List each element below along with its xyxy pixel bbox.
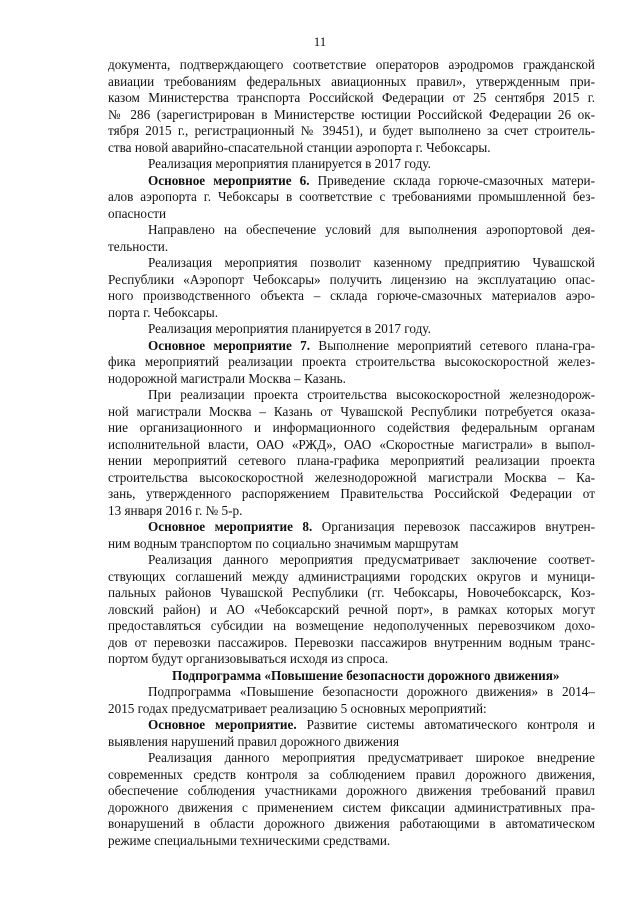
- text-line: [108, 354, 595, 370]
- line-text: вонарушений в области дорожного движения работающими в автоматическом: [108, 816, 595, 831]
- text-line: [108, 206, 595, 222]
- line-text: Реализация данного мероприятия предусматривает широкое внедрение: [148, 750, 595, 765]
- text-line: [108, 420, 595, 436]
- text-line: [108, 569, 595, 585]
- line-text: ним водным транспортом по социально значимым маршрутам: [108, 535, 459, 551]
- text-line: [108, 783, 595, 799]
- line-text: нодорожной магистрали Москва – Казань.: [108, 370, 346, 386]
- line-text: Республики «Аэропорт Чебоксары» получить лицензию на эксплуатацию опас-: [108, 271, 595, 287]
- line-text: предоставляться субсидии на возмещение недополученных перевозчиком дохо-: [108, 618, 595, 633]
- line-text: ствующих соглашений между администрациями городских округов и муници-: [108, 568, 595, 584]
- line-text: Реализация мероприятия планируется в 2017 году.: [148, 156, 431, 171]
- line-text: строительства высокоскоростной железнодорожной магистрали Москва – Ка-: [108, 469, 595, 485]
- text-line: [108, 272, 595, 288]
- line-text: Реализация данного мероприятия предусматривает заключение соответ-: [148, 552, 595, 567]
- text-line: [108, 800, 595, 816]
- text-line: [108, 734, 595, 750]
- line-text: современных средств контроля за соблюдением правил дорожного движения,: [108, 766, 595, 782]
- text-line: [108, 437, 595, 453]
- text-line: [148, 338, 595, 354]
- line-text: Направлено на обеспечение условий для выполнения аэропортовой дея-: [148, 222, 595, 237]
- text-line: [108, 288, 595, 304]
- text-line: [108, 635, 595, 651]
- text-line: [108, 651, 595, 667]
- text-line: [148, 519, 595, 535]
- text-line: [108, 90, 595, 106]
- text-line: [148, 387, 595, 403]
- bold-lead-in: Основное мероприятие 7.: [148, 337, 311, 353]
- line-text: исполнительной власти, ОАО «РЖД», ОАО «Скоростные магистрали» в выпол-: [108, 436, 595, 452]
- text-line: [108, 536, 595, 552]
- line-text: Организация перевозок пассажиров внутрен-: [312, 519, 595, 534]
- line-text: документа, подтверждающего соответствие операторов аэродромов гражданской: [108, 57, 595, 72]
- line-text: обеспечение соблюдения участниками дорожного движения требований правил: [108, 783, 595, 798]
- line-text: Подпрограмма «Повышение безопасности дорожного движения» в 2014–: [148, 684, 595, 699]
- line-text: казом Министерства транспорта Российской Федерации от 25 сентября 2015 г.: [108, 90, 595, 105]
- text-line: [108, 453, 595, 469]
- text-line: [148, 173, 595, 189]
- line-text: Реализация мероприятия позволит казенному предприятию Чувашской: [148, 255, 595, 270]
- text-line: [108, 486, 595, 502]
- text-line: [108, 767, 595, 783]
- line-text: дов от перевозки пассажиров. Перевозки пассажиров внутренним водным транс-: [108, 634, 595, 650]
- text-line: [108, 618, 595, 634]
- text-line: [108, 74, 595, 90]
- text-line: [148, 321, 595, 337]
- line-text: пальных районов Чувашской Республики (гг. Чебоксары, Новочебоксарск, Коз-: [108, 585, 595, 600]
- text-line: [108, 404, 595, 420]
- line-text: фика мероприятий реализации проекта строительства высокоскоростной желез-: [108, 354, 595, 369]
- text-line: [148, 255, 595, 271]
- text-line: [108, 123, 595, 139]
- line-text: 13 января 2016 г. № 5-р.: [108, 502, 243, 518]
- text-line: [108, 585, 595, 601]
- text-line: [108, 305, 595, 321]
- line-text: выявления нарушений правил дорожного движения: [108, 733, 400, 749]
- bold-lead-in: Основное мероприятие 8.: [148, 519, 313, 534]
- text-line: [108, 107, 595, 123]
- line-text: № 286 (зарегистрирован в Министерстве юстиции Российской Федерации 26 ок-: [108, 106, 595, 122]
- line-text: дорожного движения с применением систем фиксации административных пра-: [108, 799, 595, 815]
- bold-lead-in: Подпрограмма «Повышение безопасности дорожного движения»: [172, 667, 560, 683]
- line-text: портом будут организовываться исходя из спроса.: [108, 651, 389, 666]
- bold-lead-in: Основное мероприятие 6.: [148, 172, 310, 188]
- line-text: тября 2015 г., регистрационный № 39451), и будет выполнено за счет строитель-: [108, 123, 595, 138]
- line-text: ловский район) и АО «Чебоксарский речной порт», в рамках которых могут: [108, 601, 595, 617]
- text-line: [108, 602, 595, 618]
- line-text: режиме специальными техническими средствами.: [108, 832, 391, 848]
- line-text: ства новой аварийно-спасательной станции аэропорта г. Чебоксары.: [108, 139, 491, 155]
- text-line: [148, 717, 595, 733]
- text-line: [148, 750, 595, 766]
- text-line: [108, 833, 595, 849]
- text-line: [148, 222, 595, 238]
- line-text: алов аэропорта г. Чебоксары в соответствие с требованиями промышленной без-: [108, 189, 595, 204]
- text-line: [148, 156, 595, 172]
- text-line: [108, 189, 595, 205]
- text-line: [108, 371, 595, 387]
- bold-lead-in: Основное мероприятие.: [148, 717, 297, 732]
- text-line: [108, 470, 595, 486]
- line-text: нении мероприятий сетевого плана-графика мероприятий реализации проекта: [108, 453, 595, 468]
- line-text: ного производственного объекта – склада горюче-смазочных материалов аэро-: [108, 288, 595, 303]
- text-line: [148, 684, 595, 700]
- text-line: [108, 701, 595, 717]
- line-text: зань, утвержденного распоряжением Правительства Российской Федерации от: [108, 486, 595, 501]
- line-text: 2015 годах предусматривает реализацию 5 основных мероприятий:: [108, 700, 487, 716]
- line-text: порта г. Чебоксары.: [108, 304, 219, 320]
- page-number: 11: [313, 34, 327, 49]
- text-line: [108, 503, 595, 519]
- text-line: [108, 239, 595, 255]
- line-text: опасности: [108, 205, 167, 221]
- line-text: Приведение склада горюче-смазочных матери-: [309, 172, 595, 188]
- line-text: Выполнение мероприятий сетевого плана-гра-: [310, 337, 595, 353]
- section-heading: [172, 668, 595, 684]
- text-line: [108, 816, 595, 832]
- line-text: ние организационного и информационного содействия федеральным органам: [108, 420, 595, 435]
- line-text: ной магистрали Москва – Казань от Чувашской Республики потребуется оказа-: [108, 403, 595, 419]
- line-text: При реализации проекта строительства высокоскоростной железнодорож-: [148, 387, 595, 402]
- line-text: авиации требованиям федеральных авиационных правил», утвержденным при-: [108, 73, 595, 89]
- line-text: Развитие системы автоматического контроля и: [296, 717, 595, 732]
- line-text: тельности.: [108, 238, 169, 254]
- text-line: [148, 552, 595, 568]
- text-line: [108, 140, 595, 156]
- line-text: Реализация мероприятия планируется в 2017 году.: [148, 321, 431, 336]
- text-line: [108, 57, 595, 73]
